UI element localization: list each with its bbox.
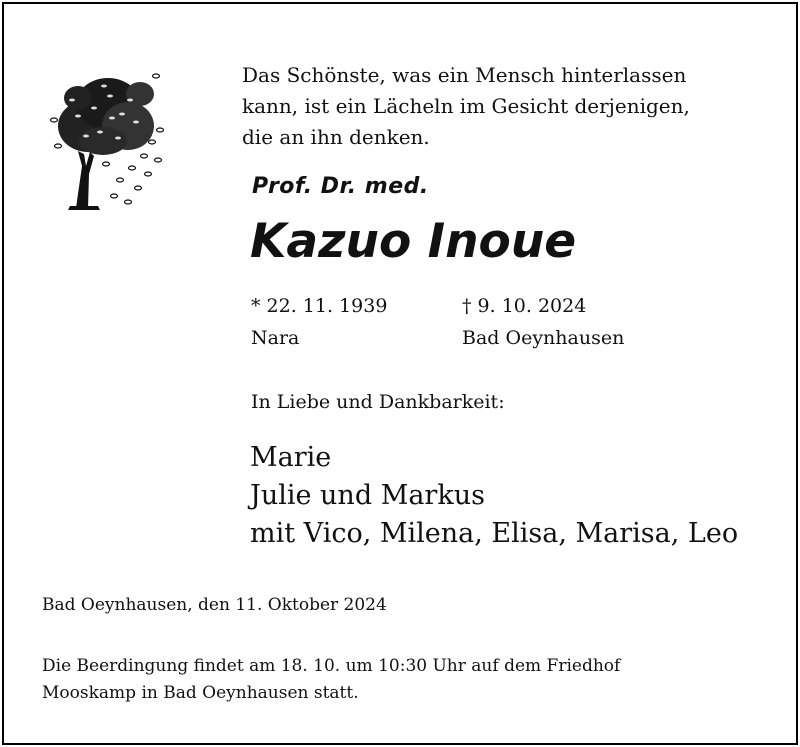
mourners-list <box>250 439 738 553</box>
birth-info <box>251 290 387 354</box>
tree-icon <box>48 56 168 214</box>
mourner-name: Marie <box>250 442 332 473</box>
memorial-quote <box>242 60 762 153</box>
birth-date: * 22. 11. 1939 <box>251 295 388 317</box>
funeral-line: Mooskamp in Bad Oeynhausen statt. <box>42 683 359 703</box>
mourner-name: Julie und Markus <box>250 480 485 511</box>
birth-place: Nara <box>251 327 300 349</box>
obituary-notice <box>2 2 798 745</box>
quote-line: die an ihn denken. <box>242 125 430 149</box>
place-date: Bad Oeynhausen, den 11. Oktober 2024 <box>42 595 387 615</box>
quote-line: Das Schönste, was ein Mensch hinterlassen <box>242 63 687 87</box>
funeral-info <box>42 653 620 707</box>
deceased-name: Kazuo Inoue <box>250 214 577 269</box>
death-info <box>462 290 624 354</box>
academic-title: Prof. Dr. med. <box>252 174 429 199</box>
mourners-intro: In Liebe und Dankbarkeit: <box>251 391 505 413</box>
mourner-name: mit Vico, Milena, Elisa, Marisa, Leo <box>250 518 739 549</box>
quote-line: kann, ist ein Lächeln im Gesicht derjenigen, <box>242 94 690 118</box>
funeral-line: Die Beerdingung findet am 18. 10. um 10:30 Uhr auf dem Friedhof <box>42 656 621 676</box>
death-place: Bad Oeynhausen <box>462 327 625 349</box>
death-date: † 9. 10. 2024 <box>462 295 587 317</box>
